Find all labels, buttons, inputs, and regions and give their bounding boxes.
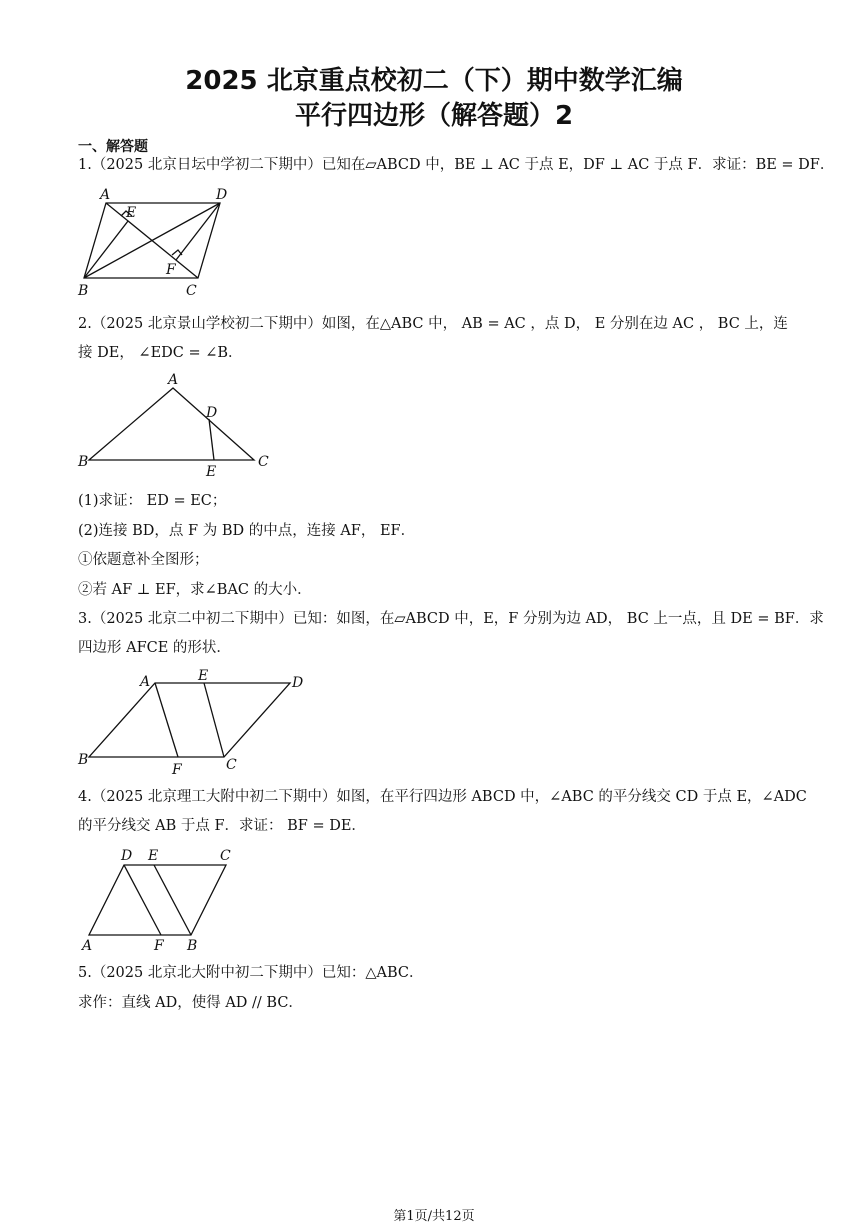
q1-label-c: C xyxy=(186,283,197,299)
q3-label-e: E xyxy=(198,668,209,684)
q1-label-d: D xyxy=(216,187,228,203)
q2-label-a: A xyxy=(168,372,179,388)
q4-label-e: E xyxy=(148,848,159,864)
q4-label-d: D xyxy=(121,848,133,864)
q1-text: 1.（2025 北京日坛中学初二下期中）已知在▱ABCD 中，BE ⊥ AC 于点 E，DF ⊥ AC 于点 F．求证：BE = DF． xyxy=(78,157,835,173)
q2-text-line2: 接 DE， ∠EDC = ∠B． xyxy=(78,345,243,361)
q1-label-e: E xyxy=(126,205,137,221)
q3-label-c: C xyxy=(226,757,237,773)
q2-part2: (2)连接 BD，点 F 为 BD 的中点，连接 AF， EF． xyxy=(78,523,416,539)
q2-label-e: E xyxy=(206,464,217,478)
q4-text-line1: 4.（2025 北京理工大附中初二下期中）如图，在平行四边形 ABCD 中，∠ABC 的平分线交 CD 于点 E，∠ADC xyxy=(78,789,807,805)
q2-part1: (1)求证： ED = EC； xyxy=(78,493,227,509)
q4-figure xyxy=(74,843,244,955)
q1-segment-be xyxy=(84,221,128,278)
q1-label-b: B xyxy=(78,283,89,299)
q2-part2a: ①依题意补全图形； xyxy=(78,552,209,568)
page-footer: 第1页/共12页 xyxy=(393,1209,475,1224)
q2-segment-de xyxy=(209,419,214,460)
q3-segment-af xyxy=(155,683,178,757)
q4-label-a: A xyxy=(82,938,93,954)
q1-label-a: A xyxy=(100,187,111,203)
section-heading: 一、解答题 xyxy=(78,139,148,155)
q3-label-b: B xyxy=(78,752,89,768)
q4-label-c: C xyxy=(220,848,231,864)
q3-text-line1: 3.（2025 北京二中初二下期中）已知：如图，在▱ABCD 中，E，F 分别为边 AD， BC 上一点，且 DE = BF．求 xyxy=(78,611,824,627)
q1-label-f: F xyxy=(166,262,176,278)
q2-text-line1: 2.（2025 北京景山学校初二下期中）如图，在△ABC 中， AB = AC ，点 D， E 分别在边 AC ， BC 上，连 xyxy=(78,316,788,332)
q5-text-line2: 求作：直线 AD，使得 AD // BC． xyxy=(78,995,303,1011)
q2-label-b: B xyxy=(78,454,89,470)
q3-label-a: A xyxy=(140,674,151,690)
q3-figure xyxy=(74,664,314,782)
q3-parallelogram xyxy=(89,683,290,757)
q4-label-b: B xyxy=(187,938,198,954)
q3-label-d: D xyxy=(292,675,304,691)
q4-label-f: F xyxy=(154,938,164,954)
q3-text-line2: 四边形 AFCE 的形状． xyxy=(78,640,231,656)
q2-part2b: ②若 AF ⊥ EF，求∠BAC 的大小． xyxy=(78,582,312,598)
page-title-line1: 2025 北京重点校初二（下）期中数学汇编 xyxy=(185,66,683,96)
q4-segment-eb xyxy=(154,865,191,935)
q4-parallelogram xyxy=(89,865,226,935)
q5-text-line1: 5.（2025 北京北大附中初二下期中）已知：△ABC． xyxy=(78,965,424,981)
q4-segment-df xyxy=(124,865,161,935)
q1-diagonal-bd xyxy=(84,203,220,278)
q2-figure xyxy=(74,372,274,478)
q1-segment-df xyxy=(176,203,220,260)
q4-text-line2: 的平分线交 AB 于点 F．求证： BF = DE． xyxy=(78,818,366,834)
q2-label-d: D xyxy=(206,405,218,421)
page-title-line2: 平行四边形（解答题）2 xyxy=(294,101,574,131)
q3-label-f: F xyxy=(172,762,182,778)
q2-label-c: C xyxy=(258,454,269,470)
q2-triangle-abc xyxy=(89,388,254,460)
q1-figure xyxy=(74,183,234,301)
q3-segment-ec xyxy=(204,683,224,757)
